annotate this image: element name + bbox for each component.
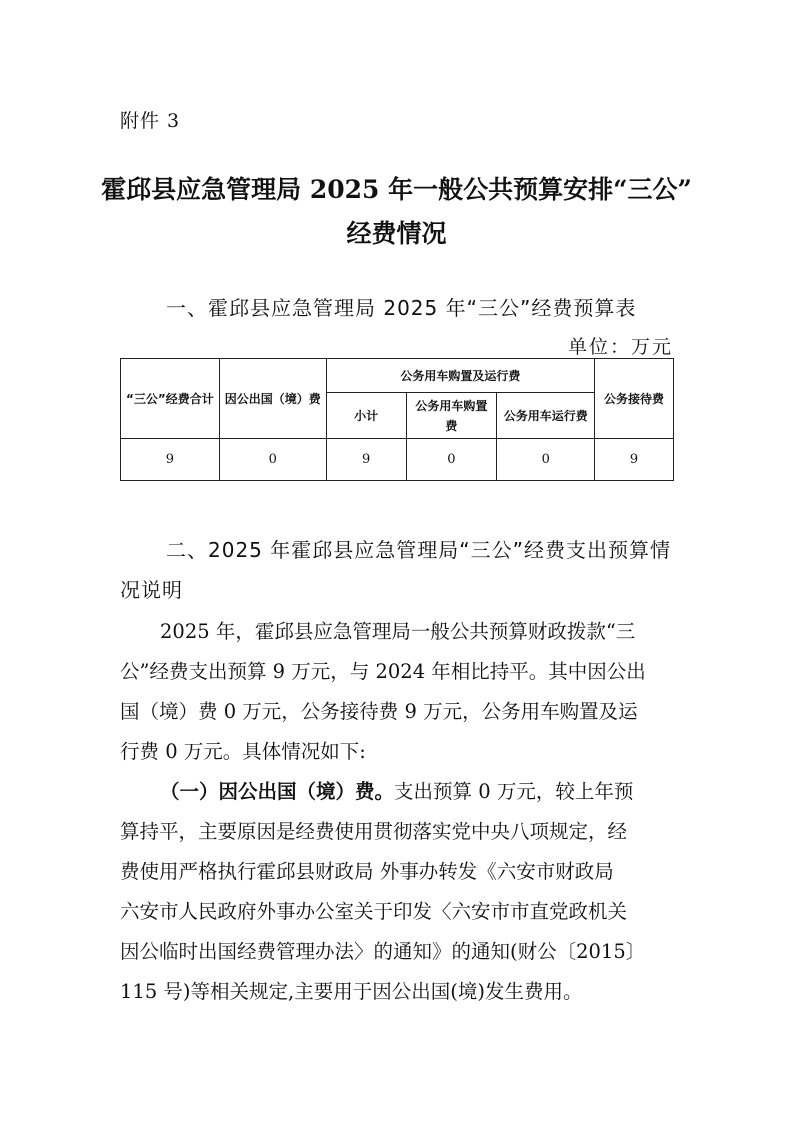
paragraph-line: 因公临时出国经费管理办法〉的通知》的通知(财公〔2015〕	[120, 940, 646, 963]
title-line-2: 经费情况	[346, 219, 447, 248]
section-2-heading-line-1: 二、2025 年霍邱县应急管理局“三公”经费支出预算情	[166, 538, 671, 562]
header-vehicle-group: 公务用车购置及运行费	[326, 359, 594, 393]
value-reception: 9	[595, 439, 674, 481]
paragraph-line: 算持平，主要原因是经费使用贯彻落实党中央八项规定，经	[120, 820, 628, 843]
subheading-abroad: （一）因公出国（境）费。	[160, 780, 395, 803]
header-reception: 公务接待费	[595, 359, 674, 439]
value-vehicle-operation: 0	[497, 439, 595, 481]
paragraph-line: 115 号)等相关规定,主要用于因公出国(境)发生费用。	[120, 980, 583, 1003]
paragraph-line	[120, 772, 676, 812]
header-abroad: 因公出国（境）费	[219, 359, 326, 439]
paragraph-overview	[120, 612, 676, 772]
section-2-heading-line-2: 况说明	[120, 578, 183, 602]
value-abroad: 0	[219, 439, 326, 481]
paragraph-line-rest: 支出预算 0 万元，较上年预	[394, 780, 634, 803]
section-2-heading	[120, 530, 676, 610]
value-total: 9	[121, 439, 220, 481]
paragraph-line: 费使用严格执行霍邱县财政局 外事办转发《六安市财政局	[120, 860, 614, 883]
header-vehicle-purchase: 公务用车购置费	[406, 393, 497, 439]
paragraph-line: 公”经费支出预算 9 万元，与 2024 年相比持平。其中因公出	[120, 660, 646, 683]
paragraph-line: 六安市人民政府外事办公室关于印发〈六安市市直党政机关	[120, 900, 628, 923]
value-subtotal: 9	[326, 439, 406, 481]
unit-label: 单位：万元	[567, 336, 673, 358]
attachment-label: 附件 3	[120, 110, 181, 132]
paragraph-line: 2025 年，霍邱县应急管理局一般公共预算财政拨款“三	[160, 620, 636, 643]
header-subtotal: 小计	[326, 393, 406, 439]
paragraph-line: 国（境）费 0 万元，公务接待费 9 万元，公务用车购置及运	[120, 700, 638, 723]
paragraph-line: 行费 0 万元。具体情况如下:	[120, 740, 366, 763]
paragraph-abroad-expense	[120, 772, 676, 1012]
document-title	[100, 168, 693, 256]
section-1-heading: 一、霍邱县应急管理局 2025 年“三公”经费预算表	[166, 296, 637, 320]
header-total: “三公”经费合计	[121, 359, 220, 439]
budget-table	[120, 358, 674, 481]
header-vehicle-operation: 公务用车运行费	[497, 393, 595, 439]
table-row	[121, 439, 674, 481]
title-line-1: 霍邱县应急管理局 2025 年一般公共预算安排“三公”	[101, 175, 692, 204]
value-vehicle-purchase: 0	[406, 439, 497, 481]
